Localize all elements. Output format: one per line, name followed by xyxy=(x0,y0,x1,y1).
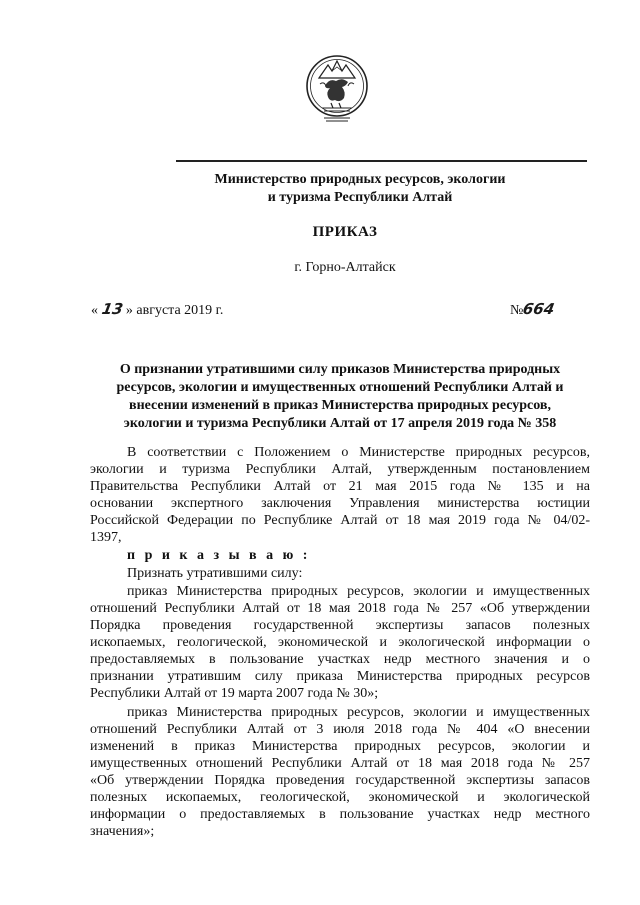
body-line: Республики Алтай от 19 марта 2007 года № 30»; xyxy=(90,686,379,701)
body-line: предоставляемых в пользование участках недр местного значения и о xyxy=(90,652,590,667)
body-line: полезных ископаемых, геологической, экономической и экологической xyxy=(90,790,590,805)
order-decree-word: п р и к а з ы в а ю : xyxy=(127,548,311,563)
order-title: ПРИКАЗ xyxy=(312,224,378,240)
date-day-handwritten: 13 xyxy=(99,300,124,318)
body-line: Признать утратившими силу: xyxy=(127,566,303,581)
date-close-quote: » xyxy=(125,303,133,318)
order-heading-line: экологии и туризма Республики Алтай от 17 апреля 2019 года № 358 xyxy=(123,416,557,431)
body-line: приказ Министерства природных ресурсов, экологии и имущественных xyxy=(127,705,590,720)
order-heading-line: ресурсов, экологии и имущественных отношений Республики Алтай и xyxy=(116,380,564,395)
body-line: «Об утверждении Порядка проведения государственной экспертизы запасов xyxy=(90,773,590,788)
header-divider xyxy=(176,160,587,162)
body-line: основании экспертного заключения Управления министерства юстиции xyxy=(90,496,590,511)
body-line: имущественных отношений Республики Алтай от 18 мая 2018 года № 257 xyxy=(90,756,590,771)
order-heading-line: О признании утратившими силу приказов Министерства природных xyxy=(119,362,561,377)
republic-altai-coat-of-arms-icon xyxy=(302,48,372,128)
order-date xyxy=(91,300,223,319)
order-heading-line: внесении изменений в приказ Министерства природных ресурсов, xyxy=(129,398,551,413)
body-line: приказ Министерства природных ресурсов, экологии и имущественных xyxy=(127,584,590,599)
body-line: Российской Федерации по Республике Алтай от 18 мая 2019 года № 04/02- xyxy=(90,513,590,528)
date-open-quote: « xyxy=(91,303,98,318)
body-line: отношений Республики Алтай от 3 июля 2018 года № 404 «О внесении xyxy=(90,722,590,737)
ministry-name-line1: Министерство природных ресурсов, экологии xyxy=(214,172,506,187)
body-line: изменений в приказ Министерства природных ресурсов, экологии и xyxy=(90,739,590,754)
body-line: 1397, xyxy=(90,530,122,545)
body-line: отношений Республики Алтай от 18 мая 2018 года № 257 «Об утверждении xyxy=(90,601,590,616)
body-line: ископаемых, геологической, экономической и экологической информации о xyxy=(90,635,590,650)
body-line: экологии и туризма Республики Алтай, утвержденным постановлением xyxy=(90,462,590,477)
order-number xyxy=(510,300,555,319)
body-line: Порядка проведения государственной экспертизы запасов полезных xyxy=(90,618,590,633)
body-line: информации о предоставляемых в пользование участках недр местного xyxy=(90,807,590,822)
number-prefix: № xyxy=(510,303,524,318)
ministry-name-line2: и туризма Республики Алтай xyxy=(267,190,453,205)
body-line: Правительства Республики Алтай от 21 мая 2015 года № 135 и на xyxy=(90,479,590,494)
body-line: значения»; xyxy=(90,824,155,839)
date-month-year: августа 2019 г. xyxy=(136,303,224,318)
body-line: В соответствии с Положением о Министерстве природных ресурсов, xyxy=(127,445,590,460)
number-value-handwritten: 664 xyxy=(521,300,557,318)
city: г. Горно-Алтайск xyxy=(294,260,396,275)
body-line: признании утратившим силу приказа Министерства природных ресурсов xyxy=(90,669,590,684)
